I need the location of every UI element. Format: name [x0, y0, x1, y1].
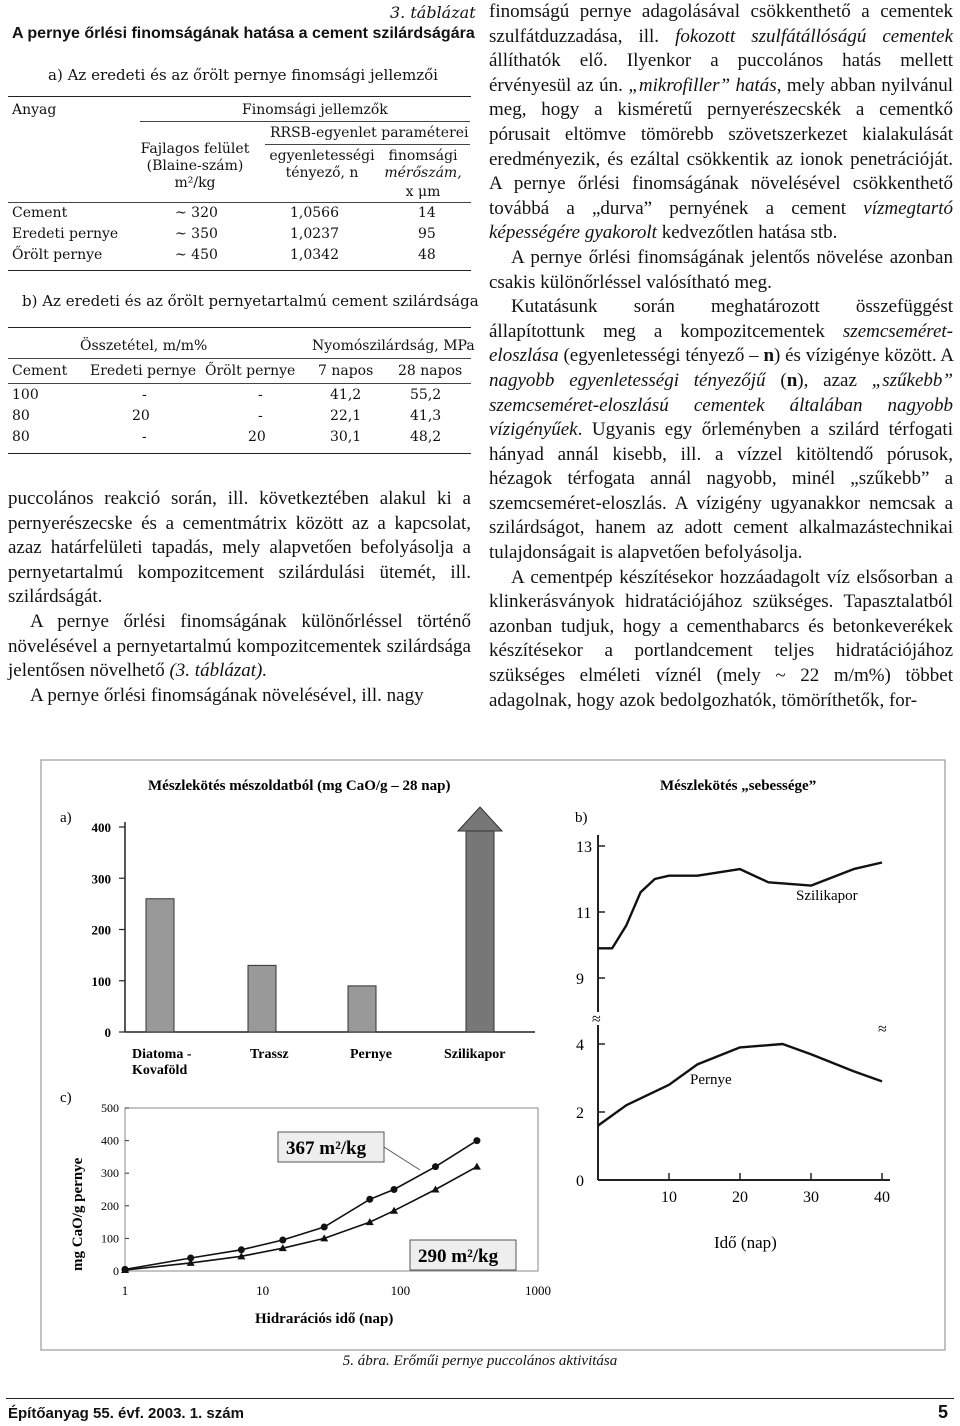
- x-tick-label: 1: [121, 1283, 129, 1298]
- x-tick-label: 40: [874, 1189, 890, 1206]
- panel-b-label: b): [575, 810, 588, 826]
- table-a-body: [12, 205, 472, 268]
- axis-break: ≈: [878, 1021, 887, 1038]
- x-tick-label: Szilikapor: [444, 1047, 506, 1062]
- y-tick-label: 0: [113, 1264, 119, 1278]
- y-tick-label: 200: [91, 922, 111, 938]
- y-tick-label: 0: [104, 1025, 111, 1040]
- data-point: [473, 1137, 480, 1144]
- paragraph: A pernye őrlési finomságának különőrléssel történő növelésével a pernyetartalmú kompozitcementek szilárdsága jelentősen növelhető (3. táblázat).: [8, 610, 471, 682]
- paragraph: A cementpép készítésekor hozzáadagolt víz elsősorban a klinkerásványok hidratációjához szükséges. Tapasztalatból azonban tudjuk, hogy a cementhabarcs és betonkeverékek készítésekor a portlandcement teljes hidratációjához szükséges elméleti víznél (mely ~ 22 m/m%) többet adagolnak, hogy azok bedolgozhatók, tömöríthetők, for-: [489, 566, 953, 711]
- y-tick-label: 300: [91, 871, 111, 887]
- data-point: [321, 1223, 328, 1230]
- col-rrsb: RRSB-egyenlet paraméterei: [270, 125, 469, 141]
- bar: [348, 986, 376, 1032]
- table-b-body: [12, 387, 472, 450]
- panel-a-label: a): [60, 810, 72, 826]
- annotation-label: 290 m²/kg: [418, 1246, 499, 1267]
- col-fineness-index: finomsági mérőszám, x μm: [384, 148, 462, 200]
- paragraph: finomságú pernye adagolásával csökkenthető a cementek szulfátduzzadása, ill. fokozott szulfátállóságú cementek állíthatók elő. Ilyenkor a puccolános hatás mellett érvényesül az ún. „mikrofiller” hatás, mely abban nyilvánul meg, hogy a kisméretű pernyerészecskék a cementkő pórusait eltömve tömörebb szövetszerkezet kialakulását eredményezik, és ezáltal csökkentik az ionok penetrációját. A pernye őrlési finomságának növelésével csökkenthető továbbá a „durva” pernyének a cement vízmegtartó képességére gyakorolt kedvezőtlen hatása stb.: [489, 1, 954, 244]
- footer-journal: Építőanyag 55. évf. 2003. 1. szám: [8, 1405, 244, 1422]
- col-material: Anyag: [12, 102, 57, 118]
- bar: [248, 965, 276, 1032]
- data-point: [238, 1246, 245, 1253]
- figure-5: [0, 740, 960, 1380]
- data-point: [391, 1186, 398, 1193]
- x-tick-label: Pernye: [350, 1047, 392, 1062]
- x-axis-title: Idő (nap): [714, 1233, 777, 1252]
- table-b-subheader: Cement Eredeti pernye Őrölt pernye 7 napos 28 napos: [12, 363, 463, 379]
- data-point: [279, 1237, 286, 1244]
- table-b-caption: b) Az eredeti és az őrölt pernyetartalmú cement szilárdsága: [22, 292, 479, 310]
- y-tick-label: 100: [101, 1231, 119, 1246]
- table-row: Cement ~ 320 1,0566 14: [12, 205, 436, 221]
- x-tick-label: Kovaföld: [132, 1063, 188, 1078]
- x-tick-label: Trassz: [250, 1047, 289, 1062]
- table-row: Eredeti pernye ~ 350 1,0237 95: [12, 226, 436, 242]
- x-tick-label: 10: [661, 1189, 677, 1206]
- panel-a-title: Mészlekötés mészoldatból (mg CaO/g – 28 nap): [148, 778, 451, 794]
- bar: [146, 899, 174, 1032]
- x-tick-label: 100: [390, 1283, 411, 1298]
- y-tick-label: 11: [576, 905, 592, 922]
- table-row: 80 20 - 22,1 41,3: [12, 408, 442, 424]
- data-point: [432, 1163, 439, 1170]
- panel-b-title: Mészlekötés „sebessége”: [660, 778, 817, 794]
- paragraph: A pernye őrlési finomságának jelentős növelése azonban csakis különőrléssel valósítható meg.: [489, 246, 953, 293]
- y-tick-label: 4: [576, 1037, 584, 1054]
- series-label: Szilikapor: [796, 888, 858, 904]
- x-tick-label: Diatoma -: [132, 1047, 192, 1062]
- table-a-caption: a) Az eredeti és az őrölt pernye finomsági jellemzői: [48, 66, 438, 84]
- y-tick-label: 500: [101, 1101, 119, 1115]
- table-row: Őrölt pernye ~ 450 1,0342 48: [12, 247, 436, 263]
- y-tick-label: 13: [576, 839, 592, 856]
- table-label: 3. táblázat: [390, 3, 476, 22]
- col-fineness: Finomsági jellemzők: [242, 102, 388, 118]
- col-strength: Nyomószilárdság, MPa: [312, 338, 475, 354]
- table-title: A pernye őrlési finomságának hatása a cement szilárdságára: [12, 25, 475, 42]
- y-tick-label: 400: [101, 1133, 119, 1148]
- figure-caption: 5. ábra. Erőműi pernye puccolános aktivitása: [342, 1353, 618, 1369]
- col-uniformity: egyenletességi tényező, n: [269, 148, 375, 181]
- y-tick-label: 2: [576, 1105, 584, 1122]
- bar-szilikapor: [466, 829, 494, 1032]
- y-tick-label: 9: [576, 971, 584, 988]
- page-number: 5: [938, 1402, 949, 1422]
- x-tick-label: 1000: [525, 1283, 551, 1298]
- y-tick-label: 400: [91, 820, 111, 835]
- y-tick-label: 300: [101, 1166, 119, 1181]
- y-tick-label: 0: [576, 1173, 584, 1190]
- x-tick-label: 10: [256, 1283, 270, 1298]
- y-tick-label: 100: [91, 973, 111, 989]
- right-column-text: [489, 0, 953, 713]
- left-column-text: [8, 487, 471, 708]
- axis-break: ≈: [592, 1011, 601, 1028]
- panel-c-label: c): [60, 1090, 72, 1106]
- y-axis-title: mg CaO/g pernye: [70, 1157, 86, 1271]
- x-tick-label: 30: [803, 1189, 819, 1206]
- paragraph: A pernye őrlési finomságának növelésével, ill. nagy: [30, 684, 424, 706]
- col-surface: Fajlagos felület (Blaine-szám) m²/kg: [140, 141, 250, 191]
- table-row: 100 - - 41,2 55,2: [12, 387, 442, 403]
- paragraph: Kutatásunk során meghatározott összefüggést állapítottunk meg a kompozitcementek szemcseméret-eloszlása (egyenletességi tényező – n) és vízigénye között. A nagyobb egyenletességi tényezőjű (n), azaz „szűkebb” szemcseméret-eloszlású cementek általában nagyobb vízigényűek. Ugyanis egy őrleményben a szilárd térfogati hányad annál kisebb, ill. a vízzel kitöltendő pórusok, hézagok térfogata annál nagyobb, minél „szűkebb” a szemcseméret-eloszlás. A vízigény ugyanakkor nemcsak a szilárdságot, hanem az adott cement alkalmazástechnikai tulajdonságait is alapvetően befolyásolja.: [489, 296, 953, 564]
- col-composition: Összetétel, m/m%: [80, 338, 208, 354]
- x-axis-title: Hidrarációs idő (nap): [255, 1311, 394, 1327]
- y-tick-label: 200: [101, 1198, 119, 1213]
- x-tick-label: 20: [732, 1189, 748, 1206]
- paragraph: puccolános reakció során, ill. következtében alakul ki a pernyerészecske és a cementmátrix között az a kapcsolat, azaz határfelületi tapadás, mely alapvetően befolyásolja a pernyetartalmú kompozitcement szilárdulási ütemét, ill. szilárdságát.: [8, 488, 471, 608]
- table-row: 80 - 20 30,1 48,2: [12, 429, 442, 445]
- series-label: Pernye: [690, 1072, 732, 1088]
- data-point: [366, 1196, 373, 1203]
- annotation-label: 367 m²/kg: [286, 1138, 367, 1159]
